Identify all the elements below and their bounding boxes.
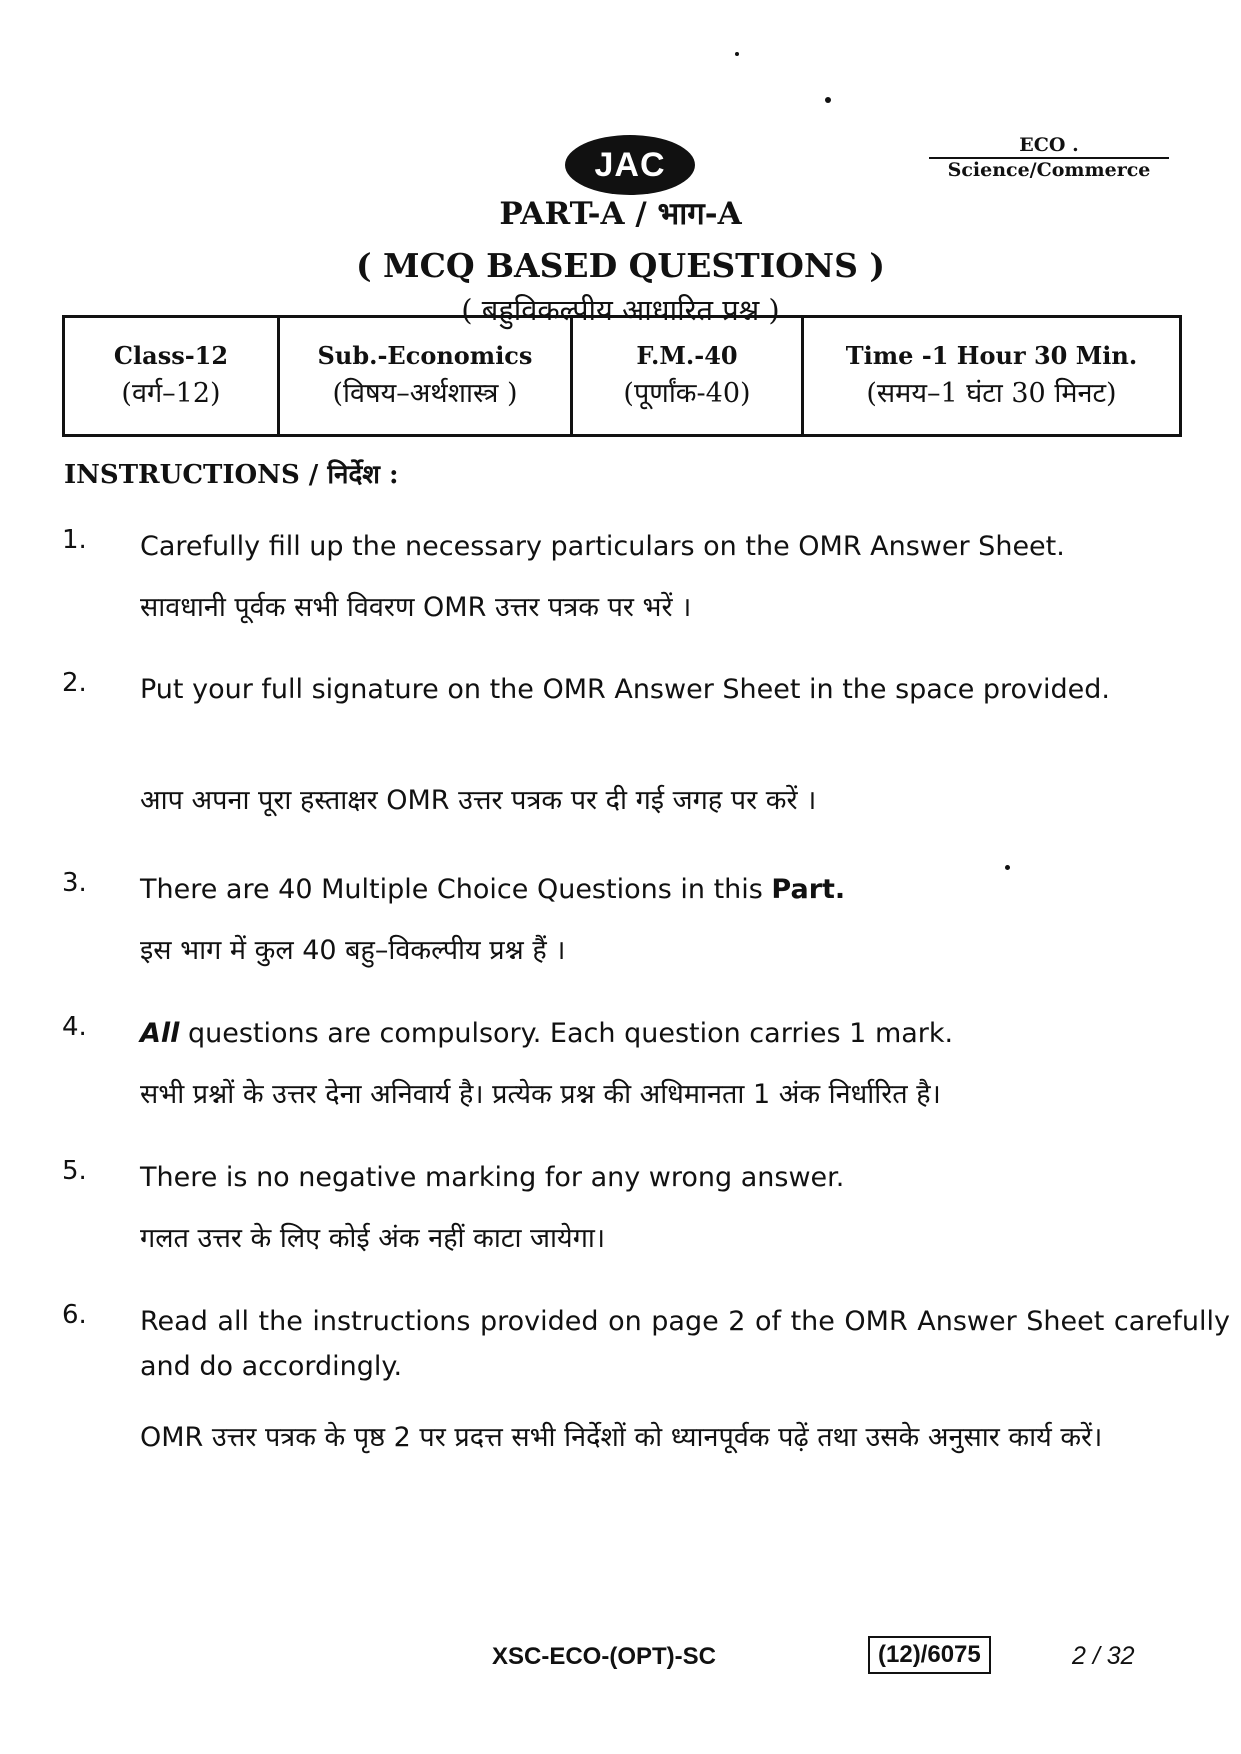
section-title-en: ( MCQ BASED QUESTIONS ) [355, 246, 886, 285]
item-number: 6. [62, 1300, 87, 1330]
item-number: 4. [62, 1012, 87, 1042]
item-number: 5. [62, 1156, 87, 1186]
item-text-hi: आप अपना पूरा हस्ताक्षर OMR उत्तर पत्रक पर दी गई जगह पर करें । [140, 785, 817, 816]
item-text-hi: इस भाग में कुल 40 बहु–विकल्पीय प्रश्न हैं । [140, 935, 566, 966]
item-text-en-bold: Part. [771, 874, 846, 905]
stream-label: Science/Commerce [947, 159, 1151, 181]
subject-hi: (विषय–अर्थशास्त्र ) [332, 377, 518, 409]
item-number: 1. [62, 525, 87, 555]
item-number: 3. [62, 868, 87, 898]
item-text-en: Carefully fill up the necessary particulars on the OMR Answer Sheet. [140, 531, 1065, 562]
item-text-hi: सावधानी पूर्वक सभी विवरण OMR उत्तर पत्रक पर भरें । [140, 592, 692, 623]
speck [735, 52, 739, 56]
subject-cell [280, 318, 573, 434]
item-number: 2. [62, 668, 87, 698]
item-text-hi: OMR उत्तर पत्रक के पृष्ठ 2 पर प्रदत्त सभी निर्देशों को ध्यानपूर्वक पढ़ें तथा उसके अनुसार कार्य करें। [140, 1422, 1103, 1453]
item-text-en [140, 868, 1230, 913]
item-text-en-part: There are 40 Multiple Choice Questions in this [140, 874, 772, 905]
item-text-en [140, 1012, 1230, 1057]
jac-logo [565, 135, 695, 195]
item-text-en-part: questions are compulsory. Each question carries 1 mark. [179, 1018, 954, 1049]
time-en: Time -1 Hour 30 Min. [845, 341, 1138, 371]
marks-en: F.M.-40 [636, 341, 738, 371]
set-code: (12)/6075 [868, 1636, 991, 1674]
part-title: PART-A / भाग-A [499, 196, 742, 232]
subject-en: Sub.-Economics [317, 341, 533, 371]
subject-code: ECO . [929, 134, 1169, 159]
marks-cell [573, 318, 804, 434]
class-cell [65, 318, 280, 434]
speck [825, 97, 831, 103]
section-title-hi: ( बहुविकल्पीय आधारित प्रश्न ) [461, 293, 780, 327]
paper-code: XSC-ECO-(OPT)-SC [492, 1643, 716, 1670]
subject-code-box [929, 134, 1169, 181]
item-text-en: Read all the instructions provided on page 2 of the OMR Answer Sheet carefully and do accordingly. [140, 1306, 1230, 1382]
exam-info-table [62, 315, 1182, 437]
class-hi: (वर्ग–12) [121, 377, 221, 409]
page-number: 2 / 32 [1072, 1642, 1135, 1670]
time-hi: (समय–1 घंटा 30 मिनट) [866, 377, 1117, 409]
item-text-hi: गलत उत्तर के लिए कोई अंक नहीं काटा जायेगा। [140, 1223, 606, 1254]
marks-hi: (पूर्णांक-40) [623, 377, 751, 409]
time-cell [804, 318, 1179, 434]
instructions-heading: INSTRUCTIONS / निर्देश : [64, 460, 399, 490]
item-text-en: Put your full signature on the OMR Answer Sheet in the space provided. [140, 674, 1111, 705]
logo-text: JAC [594, 145, 666, 184]
class-en: Class-12 [113, 341, 229, 371]
item-text-en-bold: All [140, 1018, 180, 1049]
item-text-en: There is no negative marking for any wrong answer. [140, 1162, 845, 1193]
item-text-hi: सभी प्रश्नों के उत्तर देना अनिवार्य है। प्रत्येक प्रश्न की अधिमानता 1 अंक निर्धारित है। [140, 1079, 941, 1110]
